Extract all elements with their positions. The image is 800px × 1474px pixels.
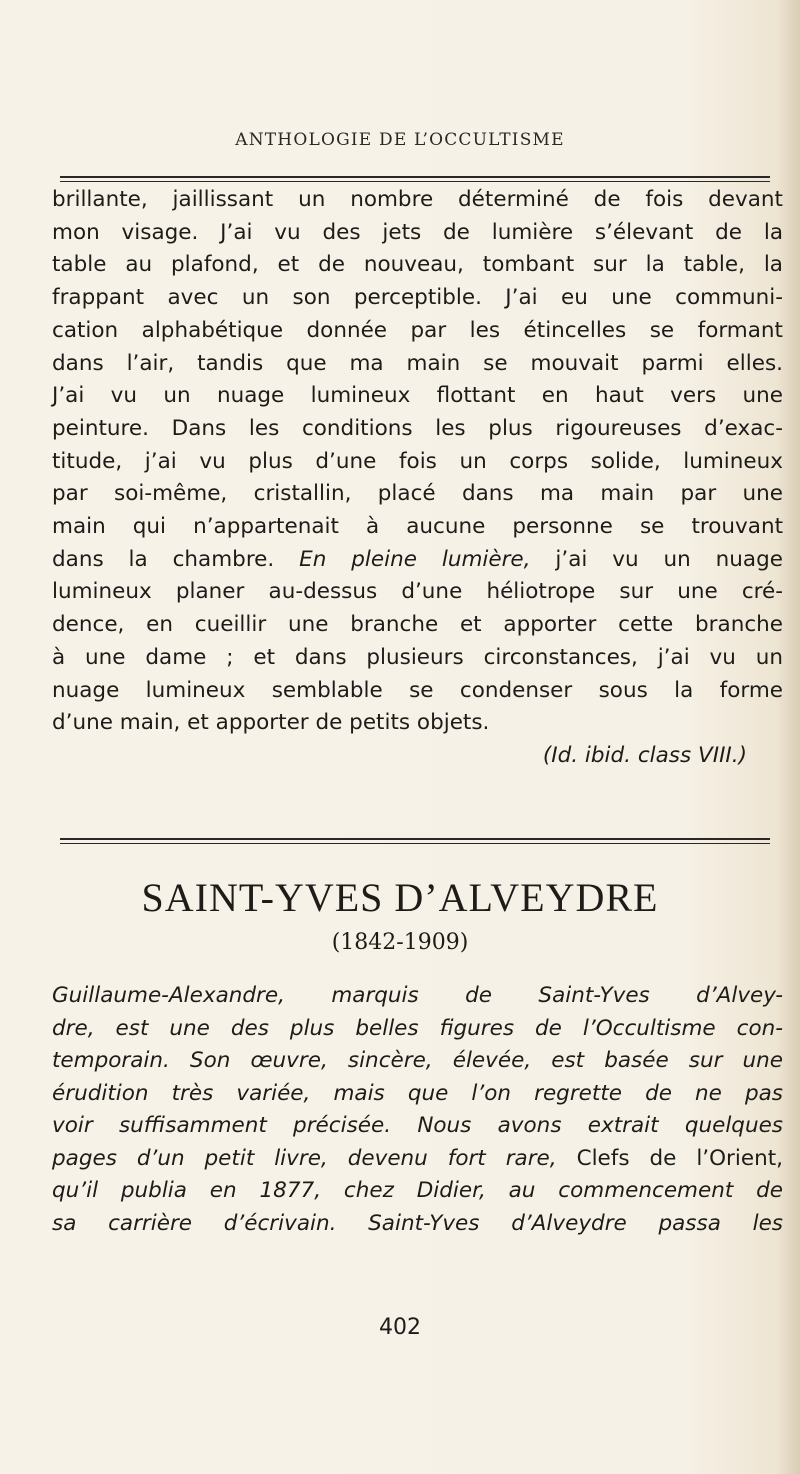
text-line: dence, en cueillir une branche et apporter cette branche	[52, 612, 783, 638]
text-line	[52, 544, 783, 577]
running-head: ANTHOLOGIE DE L’OCCULTISME	[235, 130, 565, 150]
header-rule	[60, 176, 770, 182]
text-line: J’ai vu un nuage lumineux flottant en haut vers une	[52, 383, 783, 409]
text-line	[52, 1143, 783, 1176]
text-line: à une dame ; et dans plusieurs circonstances, j’ai vu un	[52, 644, 783, 670]
section-dates: (1842-1909)	[331, 930, 469, 955]
text-line: frappant avec un son perceptible. J’ai eu une communi-	[52, 285, 783, 311]
text-line: peinture. Dans les conditions les plus rigoureuses d’exac-	[52, 415, 783, 441]
page-number: 402	[379, 1315, 421, 1340]
text-segment: dans la chambre.	[52, 546, 275, 572]
text-line: temporain. Son œuvre, sincère, élevée, est basée sur une	[52, 1048, 783, 1073]
text-line: table au plafond, et de nouveau, tombant sur la table, la	[52, 252, 783, 278]
text-line: par soi-même, cristallin, placé dans ma main par une	[52, 481, 783, 507]
text-line: main qui n’appartenait à aucune personne se trouvant	[52, 514, 783, 540]
quotation-text	[52, 184, 783, 773]
text-line: qu’il publia en 1877, chez Didier, au commencement de	[52, 1178, 783, 1203]
text-line: d’une main, et apporter de petits objets.	[52, 710, 490, 736]
text-line: cation alphabétique donnée par les étincelles se formant	[52, 317, 783, 343]
text-line: mon visage. J’ai vu des jets de lumière s’élevant de la	[52, 219, 783, 245]
section-rule	[60, 838, 770, 844]
text-line: dre, est une des plus belles figures de l’Occultisme con-	[52, 1015, 783, 1041]
book-title: Clefs de l’Orient,	[576, 1145, 783, 1171]
text-line: voir suffisamment précisée. Nous avons extrait quelques	[52, 1113, 783, 1138]
text-line: brillante, jaillissant un nombre déterminé de fois devant	[52, 187, 783, 212]
text-line: lumineux planer au-dessus d’une héliotrope sur une cré-	[52, 579, 783, 605]
citation	[52, 740, 783, 773]
text-line: nuage lumineux semblable se condenser sous la forme	[52, 677, 783, 703]
text-segment: j’ai vu un nuage	[555, 546, 783, 572]
text-line: dans l’air, tandis que ma main se mouvait parmi elles.	[52, 350, 783, 376]
section-title: SAINT-YVES D’ALVEYDRE	[141, 875, 659, 920]
citation-text: (Id. ibid. class VIII.)	[542, 742, 747, 768]
text-line: titude, j’ai vu plus d’une fois un corps solide, lumineux	[52, 448, 783, 474]
intro-text	[52, 980, 783, 1240]
text-line: érudition très variée, mais que l’on regrette de ne pas	[52, 1080, 783, 1106]
text-line: Guillaume-Alexandre, marquis de Saint-Yves d’Alvey-	[52, 983, 783, 1008]
text-segment: pages d’un petit livre, devenu fort rare,	[52, 1145, 557, 1171]
italic-phrase: En pleine lumière,	[299, 546, 531, 572]
text-line: sa carrière d’écrivain. Saint-Yves d’Alveydre passa les	[52, 1210, 783, 1236]
